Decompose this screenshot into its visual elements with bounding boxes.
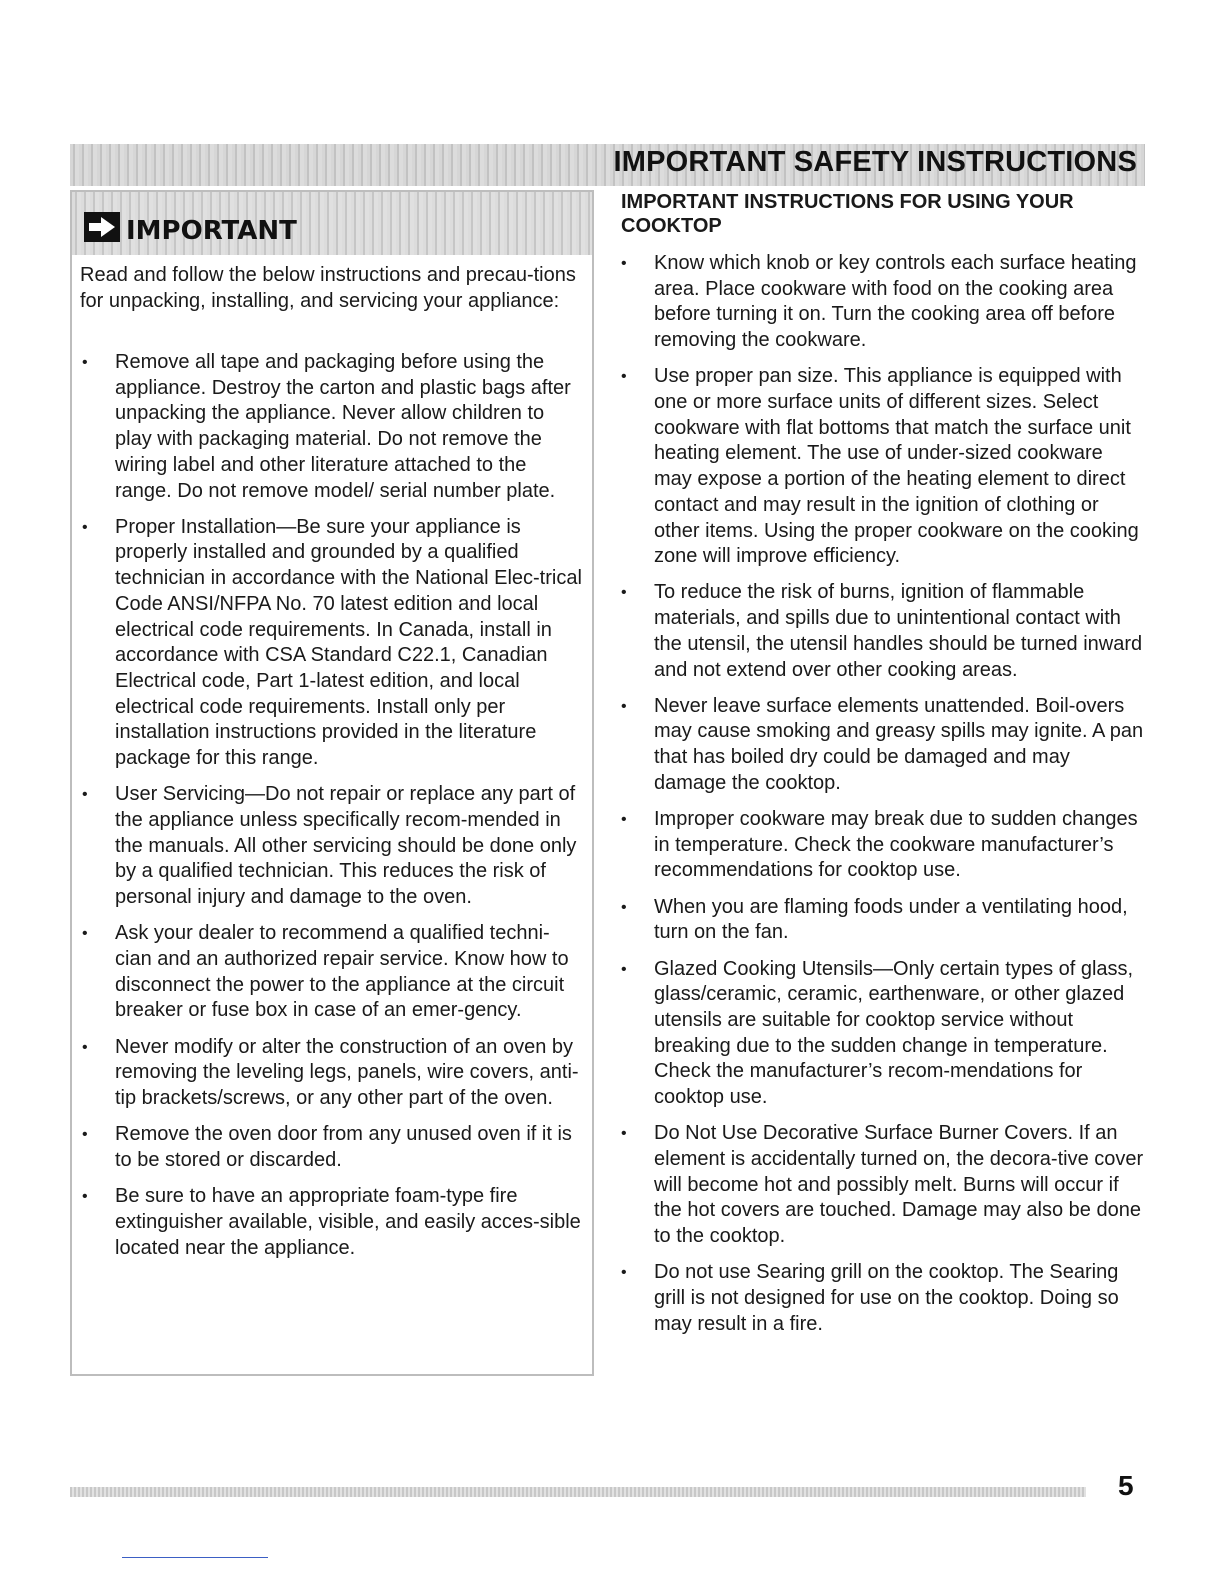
- section-banner: [70, 144, 1145, 186]
- cooktop-heading: IMPORTANT INSTRUCTIONS FOR USING YOUR COOKTOP: [621, 191, 1074, 237]
- list-item: • Ask your dealer to recommend a qualified techni-cian and an authorized repair service. Know how to disconnect the power to the appliance at the circuit breaker or fuse box in case of an emer-gency.: [115, 921, 585, 1024]
- list-item: • Glazed Cooking Utensils—Only certain types of glass, glass/ceramic, ceramic, earthenware, or other glazed utensils are suitable for cooktop service without breaking due to the sudden change in temperature. Check the manufacturer’s recom-mendations for cooktop use.: [654, 957, 1144, 1111]
- footer-divider: [70, 1487, 1086, 1497]
- page-number: 5: [1118, 1470, 1134, 1501]
- section-title: IMPORTANT SAFETY INSTRUCTIONS: [613, 146, 1137, 178]
- notice-intro: Read and follow the below instructions and precau-tions for unpacking, installing, and servicing your appliance:: [80, 264, 576, 312]
- precaution-list: [115, 350, 585, 1272]
- important-title: IMPORTANT: [126, 216, 297, 246]
- bottom-rule: [122, 1557, 268, 1558]
- list-item: • Never leave surface elements unattended. Boil-overs may cause smoking and greasy spills may ignite. A pan that has boiled dry could be damaged and may damage the cooktop.: [654, 694, 1144, 797]
- list-item: • Do Not Use Decorative Surface Burner Covers. If an element is accidentally turned on, the decora-tive cover will become hot and possibly melt. Burns will occur if the hot covers are touched. Damage may also be done to the cooktop.: [654, 1121, 1144, 1250]
- arrow-right-icon: [84, 212, 120, 242]
- list-item: • Remove all tape and packaging before using the appliance. Destroy the carton and plastic bags after unpacking the appliance. Never allow children to play with packaging material. Do not remove the wiring label and other literature attached to the range. Do not remove model/ serial number plate.: [115, 350, 585, 504]
- list-item: • Improper cookware may break due to sudden changes in temperature. Check the cookware manufacturer’s recommendations for cooktop use.: [654, 807, 1144, 884]
- list-item: • Never modify or alter the construction of an oven by removing the leveling legs, panels, wire covers, anti-tip brackets/screws, or any other part of the oven.: [115, 1035, 585, 1112]
- list-item: • Remove the oven door from any unused oven if it is to be stored or discarded.: [115, 1122, 585, 1173]
- list-item: • Do not use Searing grill on the cooktop. The Searing grill is not designed for use on the cooktop. Doing so may result in a fire.: [654, 1260, 1144, 1337]
- list-item: • Be sure to have an appropriate foam-type fire extinguisher available, visible, and easily acces-sible located near the appliance.: [115, 1184, 585, 1261]
- list-item: • To reduce the risk of burns, ignition of flammable materials, and spills due to unintentional contact with the utensil, the utensil handles should be turned inward and not extend over other cooking areas.: [654, 580, 1144, 683]
- list-item: • Know which knob or key controls each surface heating area. Place cookware with food on the cooking area before turning it on. Turn the cooking area off before removing the cookware.: [654, 251, 1144, 354]
- cooktop-instruction-list: [654, 251, 1144, 1348]
- list-item: • User Servicing—Do not repair or replace any part of the appliance unless specifically recom-mended in the manuals. All other servicing should be done only by a qualified technician. This reduces the risk of personal injury and damage to the oven.: [115, 782, 585, 911]
- important-header: [72, 192, 592, 255]
- list-item: • Use proper pan size. This appliance is equipped with one or more surface units of different sizes. Select cookware with flat bottoms that match the surface unit heating element. The use of under-sized cookware may expose a portion of the heating element to direct contact and may result in the ignition of clothing or other items. Using the proper cookware on the cooking zone will improve efficiency.: [654, 364, 1144, 570]
- list-item: • When you are flaming foods under a ventilating hood, turn on the fan.: [654, 895, 1144, 946]
- list-item: • Proper Installation—Be sure your appliance is properly installed and grounded by a qualified technician in accordance with the National Elec-trical Code ANSI/NFPA No. 70 latest edition and local electrical code requirements. In Canada, install in accordance with CSA Standard C22.1, Canadian Electrical code, Part 1-latest edition, and local electrical code requirements. Install only per installation instructions provided in the literature package for this range.: [115, 515, 585, 772]
